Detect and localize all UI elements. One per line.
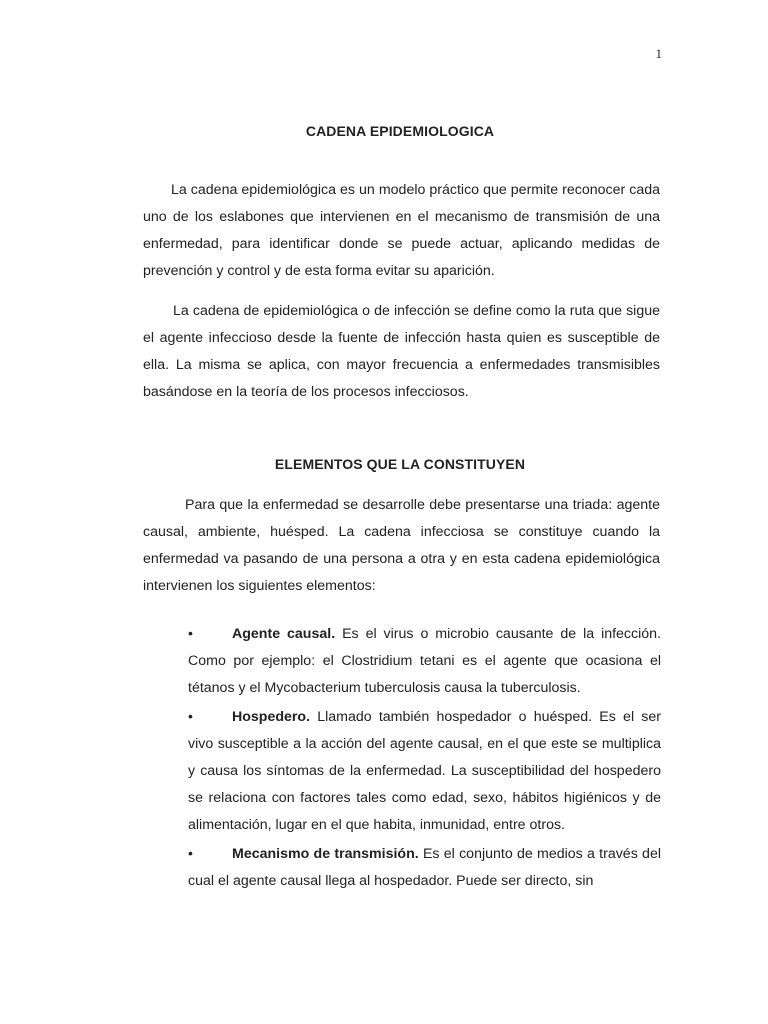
list-item-mecanismo xyxy=(188,840,661,895)
list-item-term: Mecanismo de transmisión. xyxy=(232,846,419,862)
paragraph-intro: La cadena epidemiológica es un modelo práctico que permite reconocer cada uno de los eslabones que intervienen en el mecanismo de transmisión de una enfermedad, para identificar donde se puede actuar, aplicando medidas de prevención y control y de esta forma evitar su aparición. xyxy=(143,182,660,279)
bullet-icon: • xyxy=(188,708,193,724)
paragraph-definition: La cadena de epidemiológica o de infección se define como la ruta que sigue el agente infeccioso desde la fuente de infección hasta quien es susceptible de ella. La misma se aplica, con mayor frecuencia a enfermedades transmisibles basándose en la teoría de los procesos infecciosos. xyxy=(143,303,660,400)
list-item-agente-causal xyxy=(188,620,661,702)
list-item-text: Llamado también hospedador o huésped. Es el ser vivo susceptible a la acción del agente causal, en el que este se multiplica y causa los síntomas de la enfermedad. La susceptibilidad del hospedero se relaciona con factores tales como edad, sexo, hábitos higiénicos y de alimentación, lugar en el que habita, inmunidad, entre otros. xyxy=(188,709,661,833)
section-title: ELEMENTOS QUE LA CONSTITUYEN xyxy=(274,456,526,472)
elements-list xyxy=(188,620,661,896)
list-item-hospedero xyxy=(188,703,661,839)
list-item-text: Es el conjunto de medios a través del cual el agente causal llega al hospedador. Puede ser directo, sin xyxy=(188,846,661,889)
paragraph-elements-intro: Para que la enfermedad se desarrolle debe presentarse una triada: agente causal, ambiente, huésped. La cadena infecciosa se constituye cuando la enfermedad va pasando de una persona a otra y en esta cadena epidemiológica intervienen los siguientes elementos: xyxy=(143,497,660,594)
page-number: 1 xyxy=(655,46,662,61)
bullet-icon: • xyxy=(188,625,193,641)
list-item-term: Agente causal. xyxy=(232,626,336,642)
list-item-term: Hospedero. xyxy=(232,709,311,725)
list-item-text: Es el virus o microbio causante de la infección. Como por ejemplo: el Clostridium tetani es el agente que ocasiona el tétanos y el Mycobacterium tuberculosis causa la tuberculosis. xyxy=(188,626,661,696)
bullet-icon: • xyxy=(188,845,193,861)
document-title: CADENA EPIDEMIOLOGICA xyxy=(305,123,495,139)
